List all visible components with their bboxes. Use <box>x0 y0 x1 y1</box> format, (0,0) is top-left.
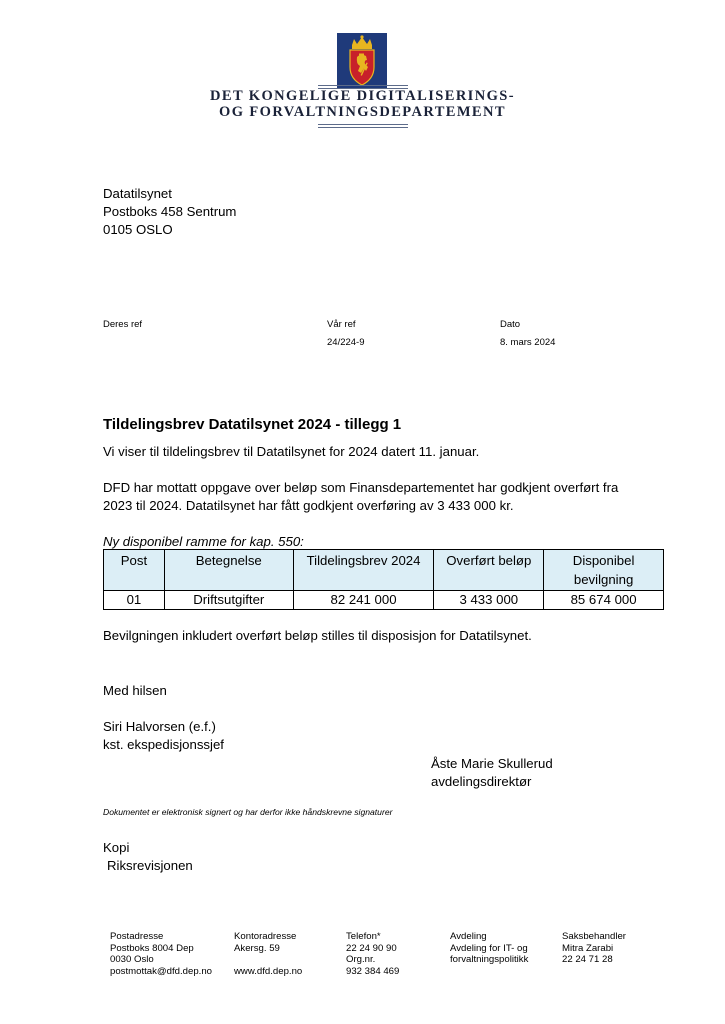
footer-saksbehandler <box>562 931 626 966</box>
footer-telefon <box>346 931 399 977</box>
footer-kontoradresse-label: Kontoradresse <box>234 931 297 942</box>
cell-disponibel-bevilgning: 85 674 000 <box>544 591 664 610</box>
paragraph-intro: Vi viser til tildelingsbrev til Datatilsynet for 2024 datert 11. januar. <box>103 444 480 459</box>
header-overfort-belop: Overført beløp <box>434 550 544 591</box>
var-ref-label: Vår ref <box>327 319 356 330</box>
signer-1-name: Siri Halvorsen (e.f.) <box>103 719 216 734</box>
signer-2-name: Åste Marie Skullerud <box>431 756 553 771</box>
table-row <box>104 591 664 610</box>
recipient-postal: 0105 OSLO <box>103 222 173 237</box>
cell-tildelingsbrev: 82 241 000 <box>293 591 434 610</box>
deres-ref-label: Deres ref <box>103 319 143 330</box>
department-name-line-2: OG FORVALTNINGSDEPARTEMENT <box>219 104 506 120</box>
letter-title: Tildelingsbrev Datatilsynet 2024 - tillegg 1 <box>103 416 402 433</box>
paragraph-transfer-line-1: DFD har mottatt oppgave over beløp som Finansdepartementet har godkjent overført fra <box>103 480 619 495</box>
paragraph-transfer-line-2: 2023 til 2024. Datatilsynet har fått godkjent overføring av 3 433 000 kr. <box>103 498 514 513</box>
table-caption: Ny disponibel ramme for kap. 550: <box>103 534 304 549</box>
table-header-row <box>104 550 664 591</box>
cell-betegnelse: Driftsutgifter <box>164 591 293 610</box>
footer-avdeling-line-1: Avdeling for IT- og <box>450 942 528 954</box>
footer-kontoradresse-web: www.dfd.dep.no <box>234 965 303 977</box>
footer-postadresse-email: postmottak@dfd.dep.no <box>110 965 213 977</box>
footer-saksbehandler-label: Saksbehandler <box>562 931 627 942</box>
footer-avdeling-label: Avdeling <box>450 931 487 942</box>
footer-telefon-label: Telefon* <box>346 931 381 942</box>
greeting: Med hilsen <box>103 683 167 698</box>
header-post: Post <box>104 550 165 591</box>
recipient-name: Datatilsynet <box>103 186 172 201</box>
footer-telefon-number: 22 24 90 90 <box>346 942 397 954</box>
paragraph-disposal: Bevilgningen inkludert overført beløp stilles til disposisjon for Datatilsynet. <box>103 628 532 643</box>
dato-label: Dato <box>500 319 521 330</box>
signer-1-title: kst. ekspedisjonssjef <box>103 737 224 752</box>
footer-avdeling-line-2: forvaltningspolitikk <box>450 954 529 965</box>
kopi-label: Kopi <box>103 840 130 855</box>
kopi-recipient: Riksrevisjonen <box>107 858 193 873</box>
header-tildelingsbrev: Tildelingsbrev 2024 <box>293 550 434 591</box>
header-betegnelse: Betegnelse <box>164 550 293 591</box>
var-ref-value: 24/224-9 <box>327 337 365 348</box>
footer-saksbehandler-name: Mitra Zarabi <box>562 942 614 954</box>
allocation-table <box>103 549 664 610</box>
footer-postadresse-city: 0030 Oslo <box>110 954 154 965</box>
dato-value: 8. mars 2024 <box>500 337 556 348</box>
cell-overfort-belop: 3 433 000 <box>434 591 544 610</box>
cell-post: 01 <box>104 591 165 610</box>
footer-saksbehandler-phone: 22 24 71 28 <box>562 954 613 965</box>
norwegian-coat-of-arms-icon <box>337 33 387 89</box>
header-disponibel-bevilgning: Disponibel bevilgning <box>544 550 664 591</box>
footer-avdeling <box>450 931 528 966</box>
footer-kontoradresse-street: Akersg. 59 <box>234 942 280 954</box>
footer-orgnr-value: 932 384 469 <box>346 965 400 977</box>
footer-kontoradresse <box>234 931 302 977</box>
signer-2-title: avdelingsdirektør <box>431 774 532 789</box>
footer-postadresse-label: Postadresse <box>110 931 164 942</box>
footer-postadresse-box: Postboks 8004 Dep <box>110 942 194 954</box>
department-name-line-1: DET KONGELIGE DIGITALISERINGS- <box>210 88 515 104</box>
footer-kontoradresse-blank <box>234 954 302 966</box>
electronic-signature-note: Dokumentet er elektronisk signert og har derfor ikke håndskrevne signaturer <box>103 807 393 817</box>
footer-postadresse <box>110 931 212 977</box>
footer-orgnr-label: Org.nr. <box>346 954 376 965</box>
recipient-address: Postboks 458 Sentrum <box>103 204 237 219</box>
